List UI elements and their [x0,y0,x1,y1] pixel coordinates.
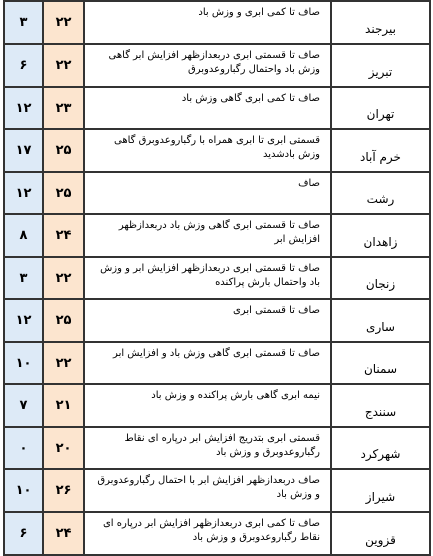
table-row [0,86,433,130]
city-cell [330,128,431,173]
table-row [0,171,433,215]
forecast-text: صاف تا قسمتی ابری [232,305,320,316]
forecast-cell [85,213,330,258]
city-name: تهران [366,107,395,121]
forecast-text: صاف تا قسمتی ابری دربعدازظهر افزایش ابر و وزش باد واحتمال بارش پراکنده [100,263,320,288]
forecast-text: صاف تا کمی ابری و وزش باد [198,7,320,18]
max-temp-cell: ۲۲ [44,256,85,300]
max-temp-cell: ۲۲ [44,341,85,385]
forecast-cell [85,341,330,385]
city-name: زنجان [365,277,396,291]
max-temp-cell: ۲۲ [44,0,85,45]
table-row [0,0,433,45]
city-cell [330,341,431,385]
forecast-cell [85,171,330,215]
city-cell [330,426,431,470]
forecast-text: صاف تا قسمتی ابری گاهی وزش باد و افزایش ابر [113,348,320,359]
max-temp-cell: ۲۵ [44,128,85,173]
forecast-text: صاف تا کمی ابری گاهی وزش باد [181,93,320,104]
city-name: سمنان [363,362,398,376]
min-temp-cell: ۳ [3,0,44,45]
forecast-cell [85,298,330,343]
city-cell [330,0,431,45]
min-temp-cell: ۱۷ [3,128,44,173]
city-name: رشت [366,192,395,206]
min-temp-cell: ۰ [3,426,44,470]
city-name: خرم آباد [360,150,401,164]
max-temp-cell: ۲۴ [44,511,85,556]
city-name: شیراز [365,490,396,504]
city-cell [330,256,431,300]
max-temp-cell: ۲۱ [44,383,85,428]
min-temp-cell: ۶ [3,43,44,88]
max-temp-cell: ۲۰ [44,426,85,470]
city-cell [330,468,431,513]
forecast-cell [85,43,330,88]
forecast-cell [85,128,330,173]
max-temp-cell: ۲۳ [44,86,85,130]
city-cell [330,383,431,428]
table-row [0,256,433,300]
city-cell [330,511,431,556]
city-name: تبریز [368,65,393,79]
min-temp-cell: ۱۰ [3,341,44,385]
max-temp-cell: ۲۴ [44,213,85,258]
forecast-text: قسمتی ابری تا ابری همراه با رگباروعدوبرق گاهی وزش بادشدید [114,135,320,160]
city-cell [330,171,431,215]
min-temp-cell: ۱۲ [3,86,44,130]
city-name: سنندج [364,405,397,419]
min-temp-cell: ۶ [3,511,44,556]
min-temp-cell: ۱۲ [3,171,44,215]
forecast-cell [85,383,330,428]
table-row [0,426,433,470]
city-cell [330,86,431,130]
city-name: قزوین [365,533,396,547]
max-temp-cell: ۲۵ [44,298,85,343]
city-name: زاهدان [363,235,398,249]
forecast-cell [85,0,330,45]
city-cell [330,213,431,258]
city-name: بیرجند [365,22,396,36]
forecast-cell [85,256,330,300]
min-temp-cell: ۷ [3,383,44,428]
forecast-text: نیمه ابری گاهی بارش پراکنده و وزش باد [151,390,320,401]
table-row [0,468,433,513]
min-temp-cell: ۳ [3,256,44,300]
table-row [0,128,433,173]
table-row [0,511,433,556]
table-row [0,383,433,428]
city-name: شهرکرد [360,447,401,461]
table-row [0,43,433,88]
max-temp-cell: ۲۵ [44,171,85,215]
forecast-text: صاف تا قسمتی ابری گاهی وزش باد دربعدازظهر افزایش ابر [118,220,320,245]
forecast-text: صاف دربعدازظهر افزایش ابر با احتمال رگباروعدوبرق و وزش باد [97,475,320,500]
forecast-cell [85,426,330,470]
forecast-cell [85,468,330,513]
forecast-cell [85,86,330,130]
min-temp-cell: ۸ [3,213,44,258]
min-temp-cell: ۱۰ [3,468,44,513]
min-temp-cell: ۱۲ [3,298,44,343]
max-temp-cell: ۲۶ [44,468,85,513]
city-cell [330,43,431,88]
forecast-text: صاف تا قسمتی ابری دربعدازظهر افزایش ابر گاهی وزش باد واحتمال رگباروعدوبرق [108,50,320,75]
forecast-cell [85,511,330,556]
city-cell [330,298,431,343]
table-row [0,298,433,343]
forecast-text: صاف تا کمی ابری دربعدازظهر افزایش ابر درپاره ای نقاط رگباروعدوبرق و وزش باد [102,518,320,543]
forecast-text: صاف [298,178,320,189]
forecast-text: قسمتی ابری بتدریج افزایش ابر درپاره ای نقاط رگباروعدوبرق و وزش باد [124,433,320,458]
table-row [0,341,433,385]
max-temp-cell: ۲۲ [44,43,85,88]
city-name: ساری [366,320,395,334]
table-row [0,213,433,258]
